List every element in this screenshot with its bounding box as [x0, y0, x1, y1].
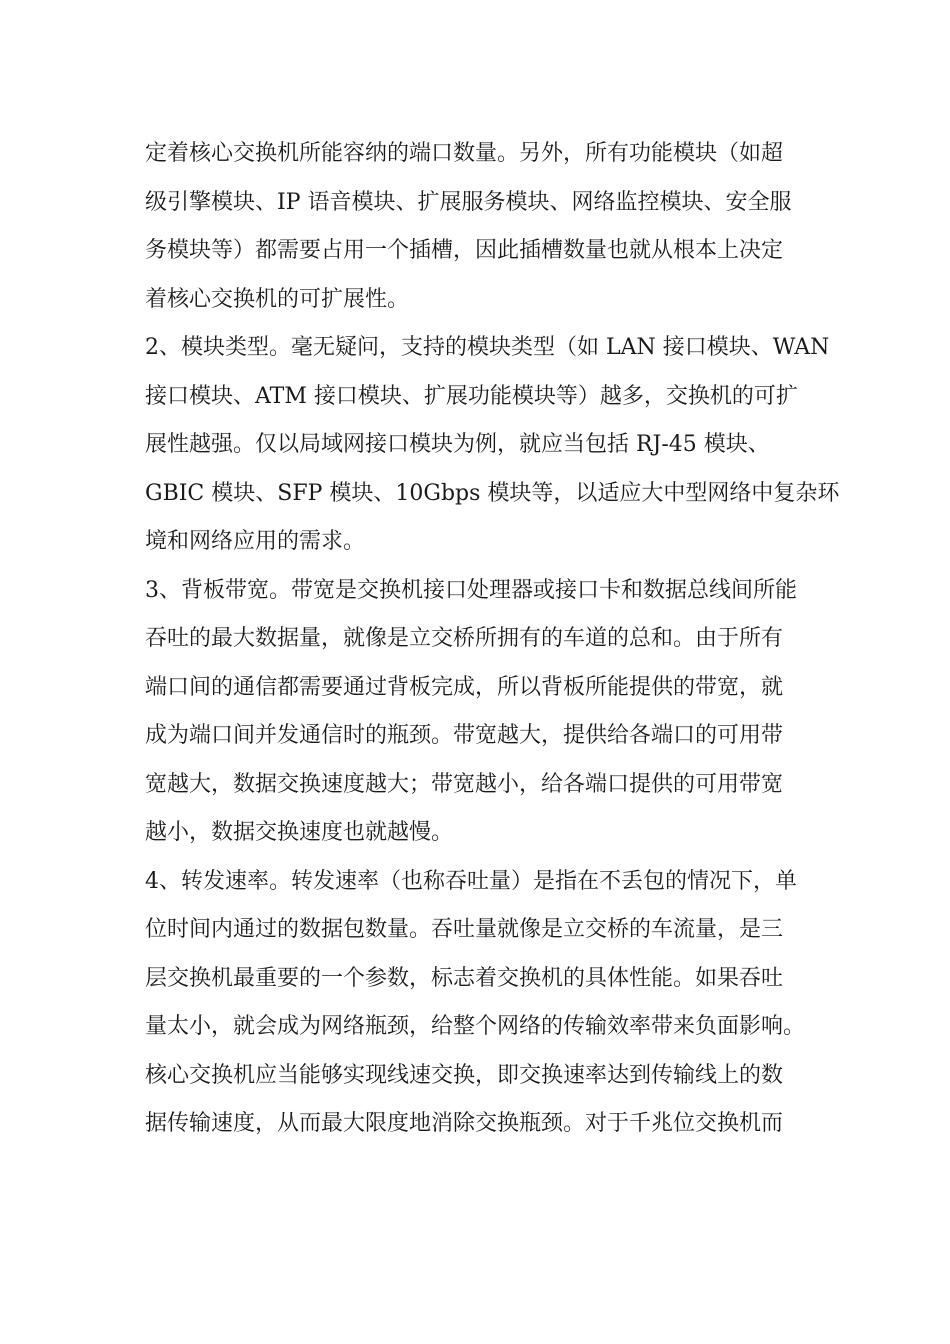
- text-line: 据传输速度，从而最大限度地消除交换瓶颈。对于千兆位交换机而: [145, 1111, 784, 1136]
- text-line: 成为端口间并发通信时的瓶颈。带宽越大，提供给各端口的可用带: [145, 723, 784, 748]
- text-line: 境和网络应用的需求。: [145, 529, 366, 554]
- text-line: 端口间的通信都需要通过背板完成，所以背板所能提供的带宽，就: [145, 674, 784, 700]
- text-line: 宽越大，数据交换速度越大；带宽越小，给各端口提供的可用带宽: [145, 771, 784, 797]
- text-line: 吞吐的最大数据量，就像是立交桥所拥有的车道的总和。由于所有: [145, 626, 784, 651]
- text-line: 核心交换机应当能够实现线速交换，即交换速率达到传输线上的数: [145, 1062, 784, 1088]
- text-line: 级引擎模块、IP 语音模块、扩展服务模块、网络监控模块、安全服: [145, 189, 792, 215]
- text-line: 务模块等）都需要占用一个插槽，因此插槽数量也就从根本上决定: [145, 238, 784, 263]
- text-line: 越小，数据交换速度也就越慢。: [145, 820, 454, 845]
- text-line: GBIC 模块、SFP 模块、10Gbps 模块等，以适应大中型网络中复杂环: [145, 480, 840, 506]
- text-line: 定着核心交换机所能容纳的端口数量。另外，所有功能模块（如超: [145, 141, 784, 166]
- body-text: [145, 130, 840, 1149]
- text-line: 2、模块类型。毫无疑问，支持的模块类型（如 LAN 接口模块、WAN: [145, 335, 830, 360]
- text-line: 位时间内通过的数据包数量。吞吐量就像是立交桥的车流量，是三: [145, 917, 784, 942]
- text-line: 层交换机最重要的一个参数，标志着交换机的具体性能。如果吞吐: [145, 965, 784, 991]
- text-line: 3、背板带宽。带宽是交换机接口处理器或接口卡和数据总线间所能: [145, 577, 797, 603]
- text-line: 接口模块、ATM 接口模块、扩展功能模块等）越多，交换机的可扩: [145, 383, 798, 409]
- text-line: 展性越强。仅以局域网接口模块为例，就应当包括 RJ-45 模块、: [145, 432, 770, 457]
- text-line: 量太小，就会成为网络瓶颈，给整个网络的传输效率带来负面影响。: [145, 1014, 806, 1039]
- text-line: 4、转发速率。转发速率（也称吞吐量）是指在不丢包的情况下，单: [145, 868, 797, 894]
- text-line: 着核心交换机的可扩展性。: [145, 286, 410, 312]
